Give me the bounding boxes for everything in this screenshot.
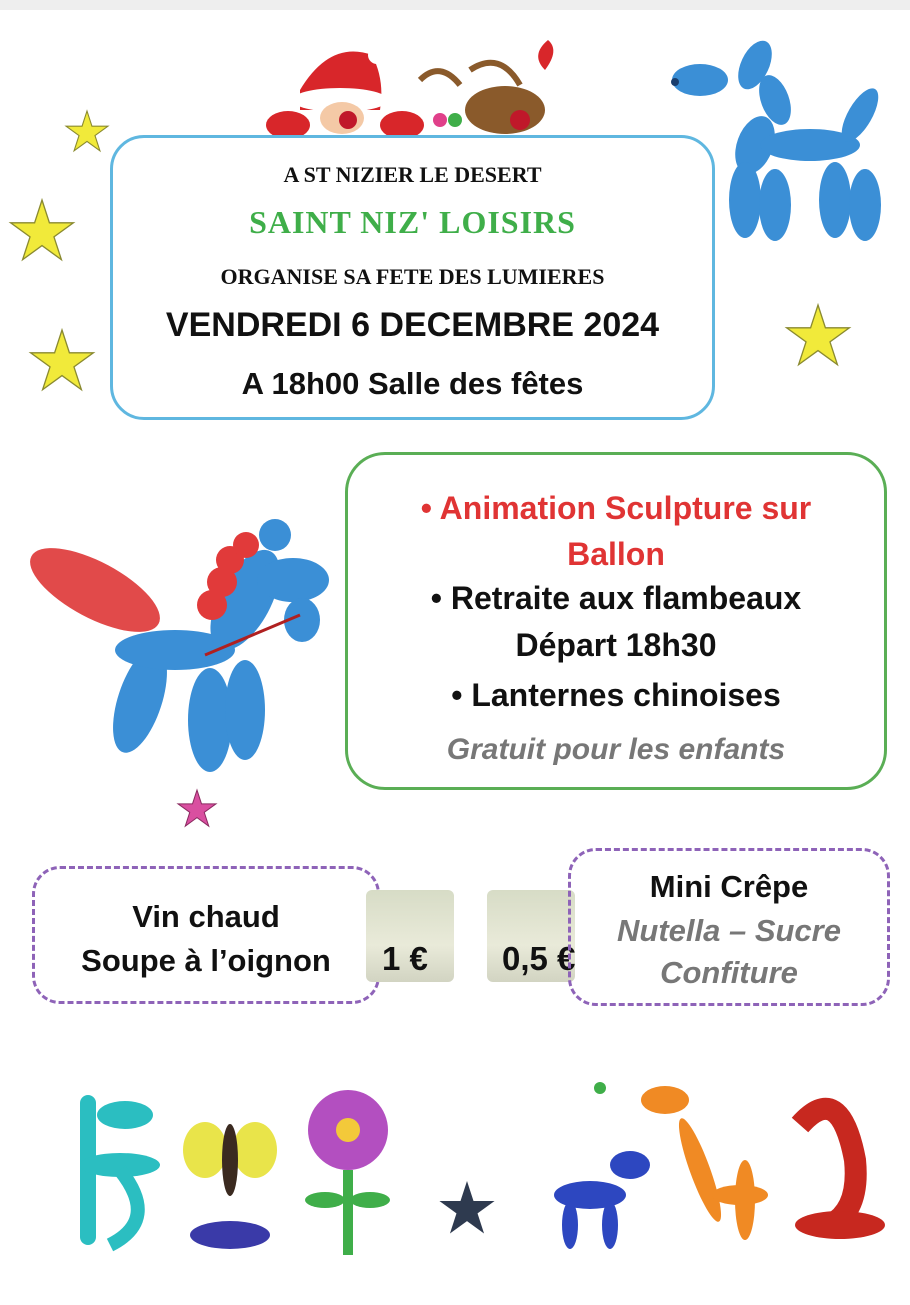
program-item-torches: • Retraite aux flambeaux [430,580,802,616]
food-box-right [568,848,890,1006]
food-item-wine: Vin chaud [132,899,280,934]
navy-star-icon [439,1181,494,1233]
pink-star-icon [178,790,216,826]
crepe-toppings-2: Confiture [660,955,798,990]
header-box [110,135,715,420]
program-item-balloon [348,485,884,577]
program-item-balloon-line2: Ballon [567,536,665,572]
crepe-title: Mini Crêpe [649,869,809,904]
program-item-torches-detail: Départ 18h30 [515,627,717,663]
crepe-toppings-1: Nutella – Sucre [617,913,841,948]
price-right: 0,5 € [502,940,576,977]
balloon-horse-icon [18,519,329,772]
yellow-star-icon [31,330,94,390]
free-note: Gratuit pour les enfants [446,733,786,766]
yellow-star-icon [66,111,108,151]
date-text: VENDREDI 6 DECEMBRE 2024 [165,306,660,344]
food-item-soup: Soupe à l’oignon [81,943,331,978]
yellow-star-icon [787,305,850,365]
program-box [345,452,887,790]
location-text: A ST NIZIER LE DESERT [283,162,542,187]
program-item-balloon-line1: • Animation Sculpture sur [420,490,812,526]
santa-reindeer-icon [266,40,553,139]
yellow-star-icon [11,200,74,260]
price-left: 1 € [382,940,428,977]
program-item-lanterns: • Lanternes chinoises [451,677,781,713]
organizer-title: SAINT NIZ' LOISIRS [249,204,576,240]
time-place-text: A 18h00 Salle des fêtes [241,366,584,401]
event-text: ORGANISE SA FETE DES LUMIERES [220,264,605,289]
food-box-left [32,866,380,1004]
